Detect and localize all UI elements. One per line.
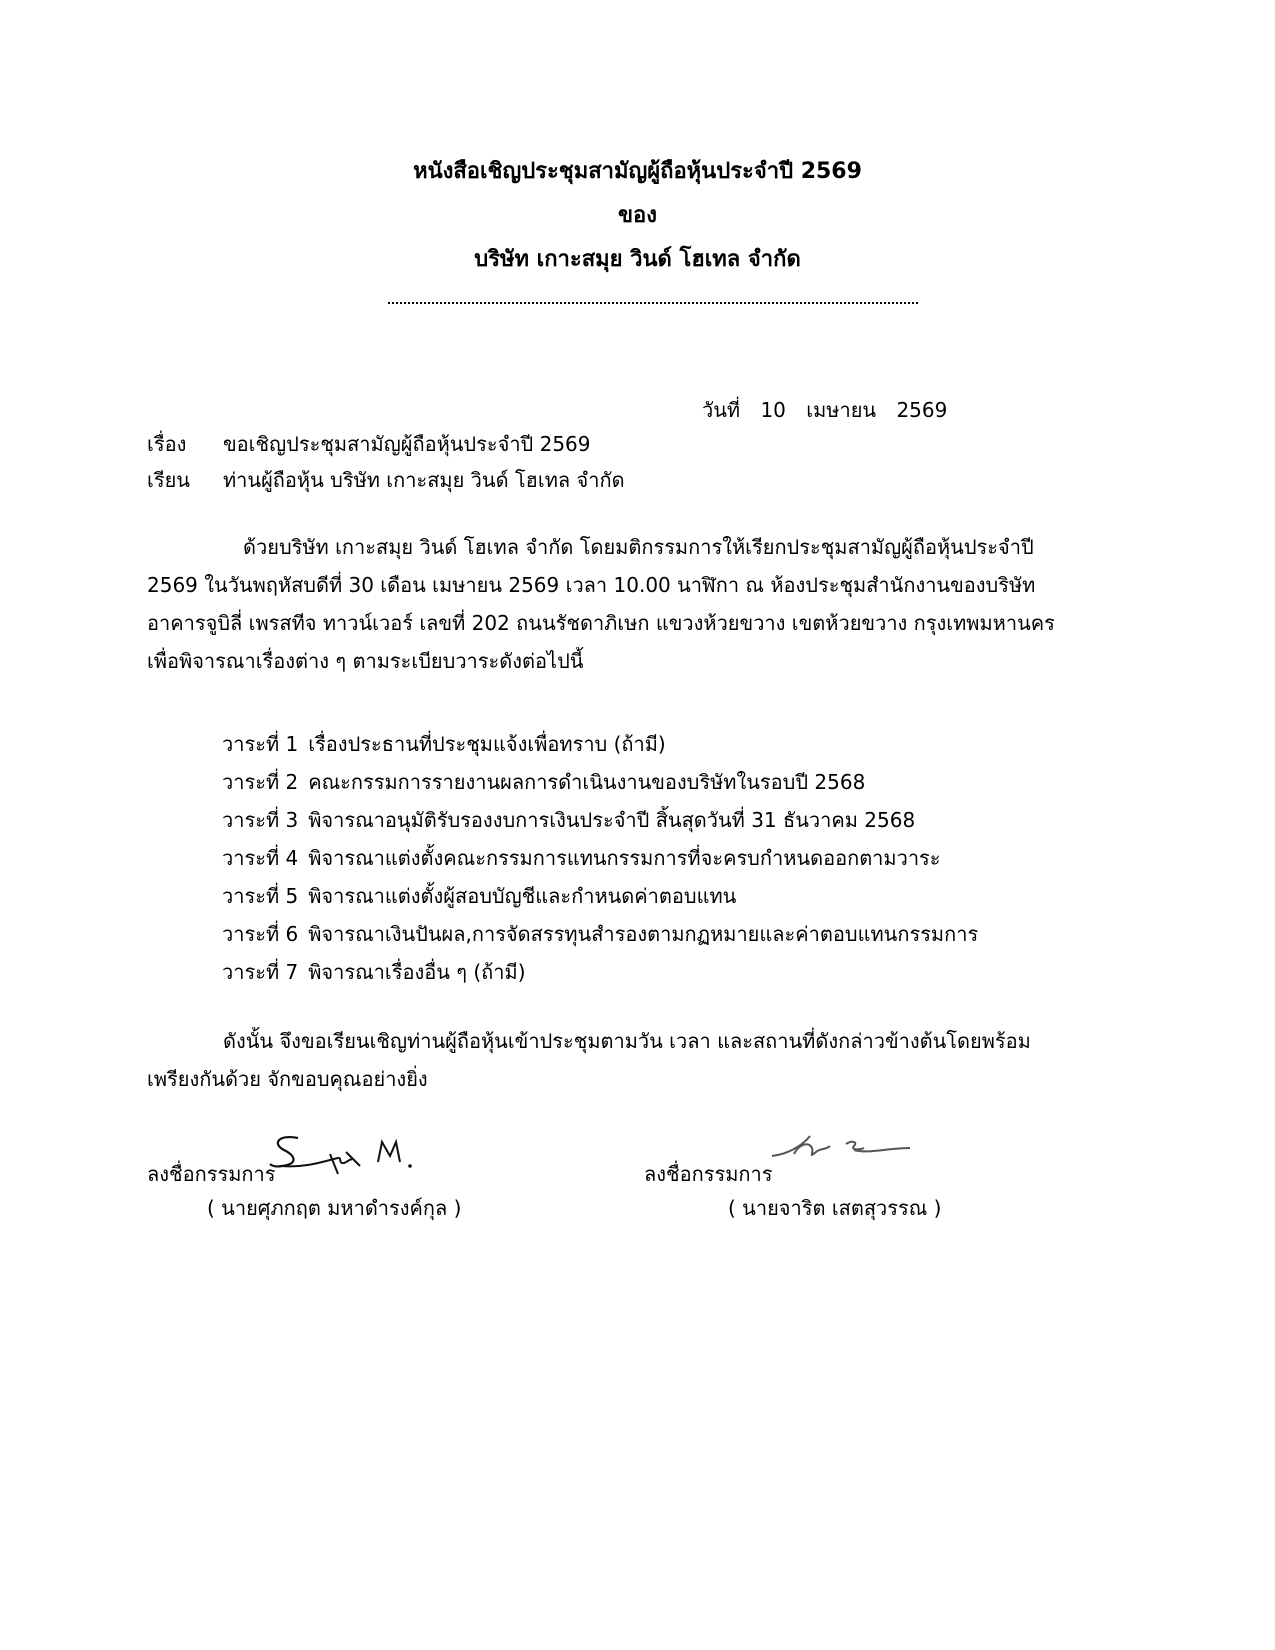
agenda-text: พิจารณาเรื่องอื่น ๆ (ถ้ามี) bbox=[308, 960, 526, 984]
sign-label: ลงชื่อ bbox=[644, 1162, 692, 1186]
sign-label: ลงชื่อ bbox=[147, 1162, 195, 1186]
recipient-row bbox=[147, 464, 625, 496]
agenda-item bbox=[222, 877, 978, 915]
agenda-number: วาระที่ 2 bbox=[222, 770, 299, 794]
agenda-number: วาระที่ 5 bbox=[222, 884, 299, 908]
signature-line-2 bbox=[644, 1158, 772, 1190]
document-header bbox=[0, 150, 1275, 282]
agenda-item bbox=[222, 725, 978, 763]
intro-line: เพื่อพิจารณาเรื่องต่าง ๆ ตามระเบียบวาระดังต่อไปนี้ bbox=[147, 649, 584, 673]
agenda-number: วาระที่ 3 bbox=[222, 808, 299, 832]
closing-line: ดังนั้น จึงขอเรียนเชิญท่านผู้ถือหุ้นเข้าประชุมตามวัน เวลา และสถานที่ดังกล่าวข้างต้นโดยพร้อม bbox=[223, 1029, 1031, 1053]
agenda-text: พิจารณาอนุมัติรับรองงบการเงินประจำปี สิ้นสุดวันที่ 31 ธันวาคม 2568 bbox=[308, 808, 916, 832]
subject-text: ขอเชิญประชุมสามัญผู้ถือหุ้นประจำปี 2569 bbox=[223, 432, 591, 456]
signer-name-1: ( นายศุภกฤต มหาดำรงค์กุล ) bbox=[207, 1196, 462, 1220]
intro-line: อาคารจูบิลี่ เพรสทีจ ทาวน์เวอร์ เลขที่ 202 ถนนรัชดาภิเษก แขวงห้วยขวาง เขตห้วยขวาง กรุงเทพมหานคร bbox=[147, 611, 1055, 635]
intro-line: 2569 ในวันพฤหัสบดีที่ 30 เดือน เมษายน 2569 เวลา 10.00 นาฬิกา ณ ห้องประชุมสำนักงานของบริษัท bbox=[147, 573, 1036, 597]
date-month: เมษายน bbox=[806, 398, 877, 422]
closing-paragraph bbox=[147, 1022, 1137, 1098]
subject-label: เรื่อง bbox=[147, 432, 187, 456]
intro-paragraph bbox=[147, 528, 1137, 680]
agenda-number: วาระที่ 1 bbox=[222, 732, 299, 756]
date-label: วันที่ bbox=[702, 398, 741, 422]
intro-line: ด้วยบริษัท เกาะสมุย วินด์ โฮเทล จำกัด โดยมติกรรมการให้เรียกประชุมสามัญผู้ถือหุ้นประจำปี bbox=[243, 535, 1034, 559]
subject-row bbox=[147, 428, 591, 460]
closing-line: เพรียงกันด้วย จักขอบคุณอย่างยิ่ง bbox=[147, 1067, 428, 1091]
agenda-text: เรื่องประธานที่ประชุมแจ้งเพื่อทราบ (ถ้ามี) bbox=[308, 732, 666, 756]
sign-title: กรรมการ bbox=[194, 1162, 276, 1186]
agenda-text: พิจารณาเงินปันผล,การจัดสรรทุนสำรองตามกฏหมายและค่าตอบแทนกรรมการ bbox=[308, 922, 979, 946]
recipient-label: เรียน bbox=[147, 468, 190, 492]
agenda-item bbox=[222, 801, 978, 839]
letter-date bbox=[702, 394, 961, 426]
date-year: 2569 bbox=[896, 398, 948, 422]
header-company-name: บริษัท เกาะสมุย วินด์ โฮเทล จำกัด bbox=[474, 247, 801, 272]
agenda-text: คณะกรรมการรายงานผลการดำเนินงานของบริษัทในรอบปี 2568 bbox=[308, 770, 866, 794]
signer-name-2: ( นายจาริต เสตสุวรรณ ) bbox=[728, 1196, 942, 1220]
signature-line-1 bbox=[147, 1158, 275, 1190]
agenda-list bbox=[222, 725, 978, 991]
sign-title: กรรมการ bbox=[691, 1162, 773, 1186]
date-day: 10 bbox=[760, 398, 786, 422]
signature-image bbox=[268, 1130, 438, 1180]
signature-image bbox=[768, 1128, 918, 1168]
agenda-number: วาระที่ 6 bbox=[222, 922, 299, 946]
agenda-item bbox=[222, 953, 978, 991]
header-title: หนังสือเชิญประชุมสามัญผู้ถือหุ้นประจำปี 2569 bbox=[413, 159, 862, 184]
agenda-text: พิจารณาแต่งตั้งผู้สอบบัญชีและกำหนดค่าตอบแทน bbox=[308, 884, 737, 908]
agenda-item bbox=[222, 839, 978, 877]
agenda-text: พิจารณาแต่งตั้งคณะกรรมการแทนกรรมการที่จะครบกำหนดออกตามวาระ bbox=[308, 846, 941, 870]
header-connector: ของ bbox=[618, 203, 657, 228]
agenda-number: วาระที่ 7 bbox=[222, 960, 299, 984]
agenda-item bbox=[222, 763, 978, 801]
recipient-text: ท่านผู้ถือหุ้น บริษัท เกาะสมุย วินด์ โฮเทล จำกัด bbox=[223, 468, 625, 492]
dotted-divider bbox=[388, 302, 918, 304]
agenda-number: วาระที่ 4 bbox=[222, 846, 299, 870]
agenda-item bbox=[222, 915, 978, 953]
